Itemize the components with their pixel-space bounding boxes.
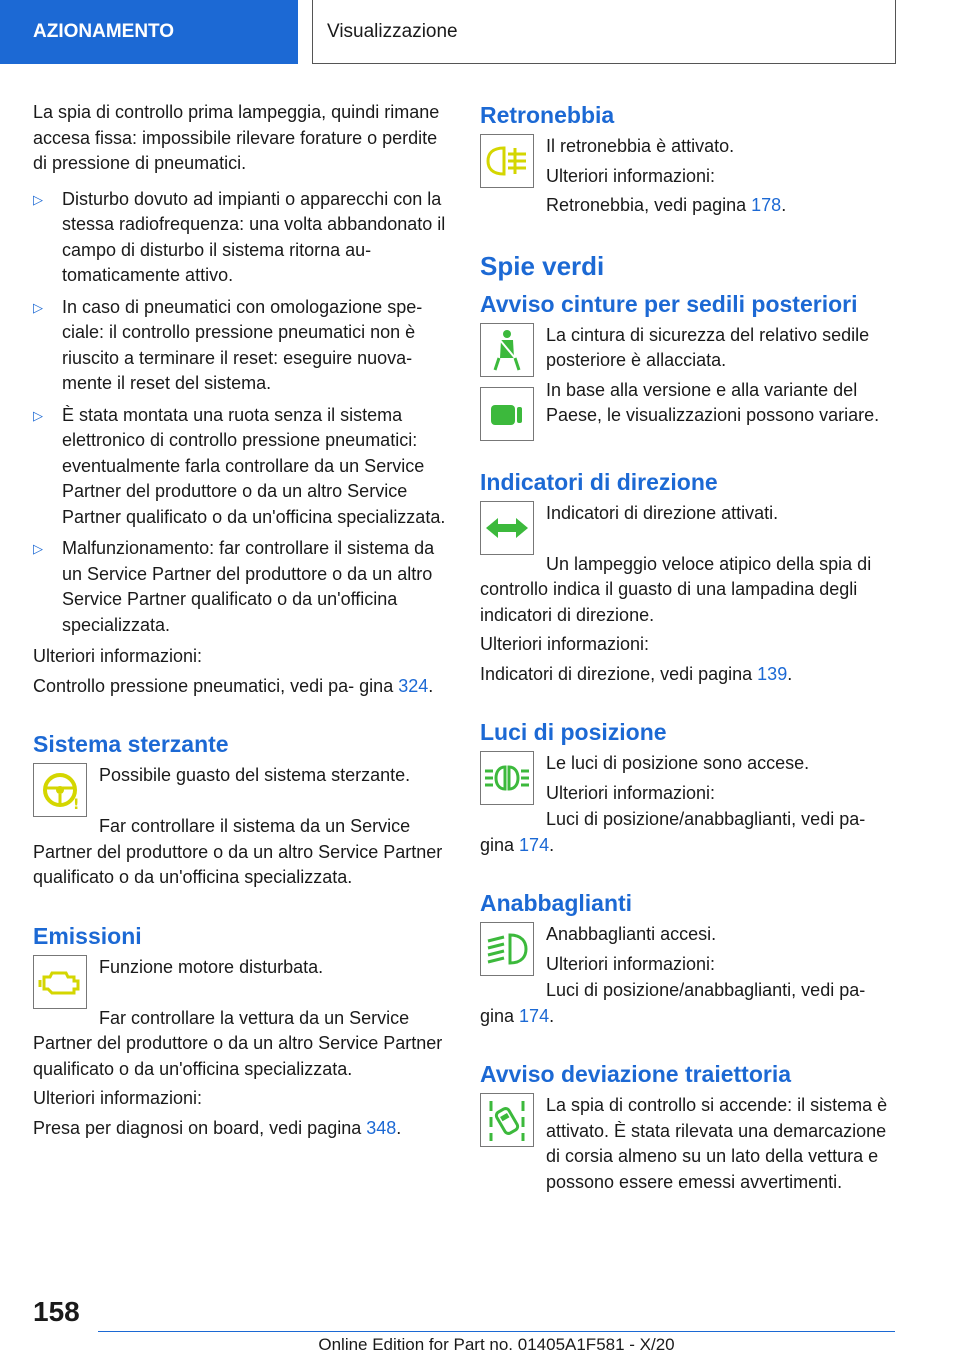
- position-lights-icon: [480, 751, 534, 805]
- steering-warning-icon: [33, 763, 87, 817]
- more-info-label: Ulteriori informazioni:: [546, 953, 716, 974]
- edition-footer: Online Edition for Part no. 01405A1F581 - X/20: [318, 1335, 675, 1354]
- indicators-note: Un lampeggio veloce atipico della spia di controllo indica il guasto di una lampadina degli indicatori di direzione.: [480, 553, 872, 625]
- list-item-text: È stata montata una ruota senza il sistema elettronico di controllo pressione pneumatici: eventualmente farla controllare da un Service Partner del produttore o da un altro Service Partner qualificato o da un'officina specializzata.: [62, 404, 446, 527]
- seatbelt-note: In base alla versione e alla variante del Paese, le visualizzazioni possono variare.: [546, 379, 880, 425]
- lane-entry: [480, 1093, 892, 1199]
- steering-status: Possibile guasto del sistema sterzante.: [99, 765, 411, 785]
- emissions-action: Far controllare la vettura da un Service Partner del produttore o da un altro Service Partner qualificato o da un'officina specializzata.: [33, 1007, 443, 1079]
- section-heading: Emissioni: [33, 922, 142, 949]
- bullet-triangle-icon: ▷: [33, 541, 43, 556]
- more-info-label: Ulteriori informazioni:: [33, 646, 203, 666]
- foglight-status: Il retronebbia è attivato.: [546, 136, 735, 156]
- section-heading: Anabbaglianti: [480, 890, 633, 916]
- foglight-entry: [480, 134, 892, 223]
- lane-departure-icon: [480, 1093, 534, 1147]
- seatbelt-entry: [480, 323, 892, 451]
- engine-warning-icon: [33, 955, 87, 1009]
- topic-tab[interactable]: [312, 0, 896, 64]
- section-heading: Avviso deviazione traiettoria: [480, 1061, 792, 1087]
- footer-divider: [98, 1331, 895, 1332]
- lowbeam-status: Anabbaglianti accesi.: [546, 924, 717, 944]
- bullet-triangle-icon: ▷: [33, 407, 43, 423]
- cross-reference: Luci di posizione/anabbaglianti, vedi pa- gina 174.: [480, 980, 866, 1026]
- seatbelt-status: La cintura di sicurezza del relativo sedile posteriore è allacciata.: [546, 324, 870, 370]
- intro-paragraph: La spia di controllo prima lampeggia, quindi rimane accesa fissa: impossibile rilevare forature o perdite di pressione di pneumatici.: [33, 102, 440, 173]
- section-heading: Retronebbia: [480, 102, 615, 128]
- emissions-entry: [33, 955, 446, 1009]
- list-item-text: In caso di pneumatici con omologazione speciale: il controllo pressione pneumatici non è riuscito a terminare il reset: eseguire nuovamente il reset del sistema.: [62, 296, 423, 393]
- indicators-entry: [480, 501, 892, 555]
- more-info-label: Ulteriori informazioni:: [480, 634, 650, 654]
- steering-action: Far controllare il sistema da un Service Partner del produttore o da un altro Service Partner qualificato o da un'officina specializzata.: [33, 816, 443, 887]
- more-info-label: Ulteriori informazioni:: [33, 1088, 203, 1108]
- page-link[interactable]: 348: [366, 1117, 397, 1138]
- list-item: [33, 403, 446, 531]
- list-item: [33, 536, 446, 638]
- list-item: [33, 187, 446, 289]
- page-number: 158: [33, 1296, 80, 1327]
- right-column: [480, 100, 892, 1199]
- seatbelt-icon: [480, 323, 534, 377]
- more-info-label: Ulteriori informazioni:: [546, 782, 716, 803]
- section-heading: Avviso cinture per sedili posteriori: [480, 290, 858, 317]
- cross-reference: Luci di posizione/anabbaglianti, vedi pa- gina 174.: [480, 809, 866, 855]
- page-link[interactable]: 174: [519, 834, 550, 855]
- bullet-triangle-icon: ▷: [33, 299, 43, 315]
- list-item-text: Malfunzionamento: far controllare il sistema da un Service Partner del produttore o da un altro Service Partner qualificato o da un'officina specializzata.: [62, 538, 435, 635]
- turn-signal-icon: [480, 501, 534, 555]
- position-entry: [480, 751, 892, 810]
- section-tab[interactable]: [0, 0, 298, 64]
- topic-title: Visualizzazione: [327, 20, 458, 42]
- svg-text:!: !: [73, 797, 80, 810]
- page-link[interactable]: 324: [398, 675, 429, 696]
- more-info-label: Ulteriori informazioni:: [546, 165, 716, 186]
- list-item: [33, 295, 446, 397]
- section-heading: Indicatori di direzione: [480, 468, 718, 495]
- left-column: [33, 100, 446, 1145]
- section-heading: Sistema sterzante: [33, 731, 229, 757]
- seat-occupied-icon: [480, 387, 534, 441]
- cross-reference: Controllo pressione pneumatici, vedi pa- gina 324.: [33, 675, 434, 696]
- emissions-status: Funzione motore disturbata.: [99, 956, 324, 977]
- cross-reference: Indicatori di direzione, vedi pagina 139.: [480, 663, 793, 684]
- cross-reference: Presa per diagnosi on board, vedi pagina 348.: [33, 1117, 402, 1138]
- cross-reference: Retronebbia, vedi pagina 178.: [546, 195, 787, 215]
- indicators-status: Indicatori di direzione attivati.: [546, 502, 779, 523]
- page-link[interactable]: 178: [751, 195, 782, 215]
- low-beam-icon: [480, 922, 534, 976]
- list-item-text: Disturbo dovuto ad impianti o apparecchi con la stessa radiofrequenza: una volta abbandonato il campo di disturbo il sistema ritorna automaticamente attivo.: [62, 188, 446, 285]
- section-title: AZIONAMENTO: [33, 21, 175, 42]
- bullet-triangle-icon: ▷: [33, 191, 43, 207]
- rear-fog-light-icon: [480, 134, 534, 188]
- position-status: Le luci di posizione sono accese.: [546, 753, 810, 773]
- page-link[interactable]: 139: [757, 663, 788, 684]
- section-heading: Luci di posizione: [480, 719, 667, 745]
- steering-entry: [33, 763, 446, 817]
- lowbeam-entry: [480, 922, 892, 981]
- chapter-heading: Spie verdi: [480, 250, 605, 281]
- page-link[interactable]: 174: [519, 1005, 550, 1026]
- lane-status: La spia di controllo si accende: il sistema è attivato. È stata rilevata una demarcazione di corsia almeno su un lato della vettura e possono essere emessi avvertimenti.: [546, 1095, 888, 1192]
